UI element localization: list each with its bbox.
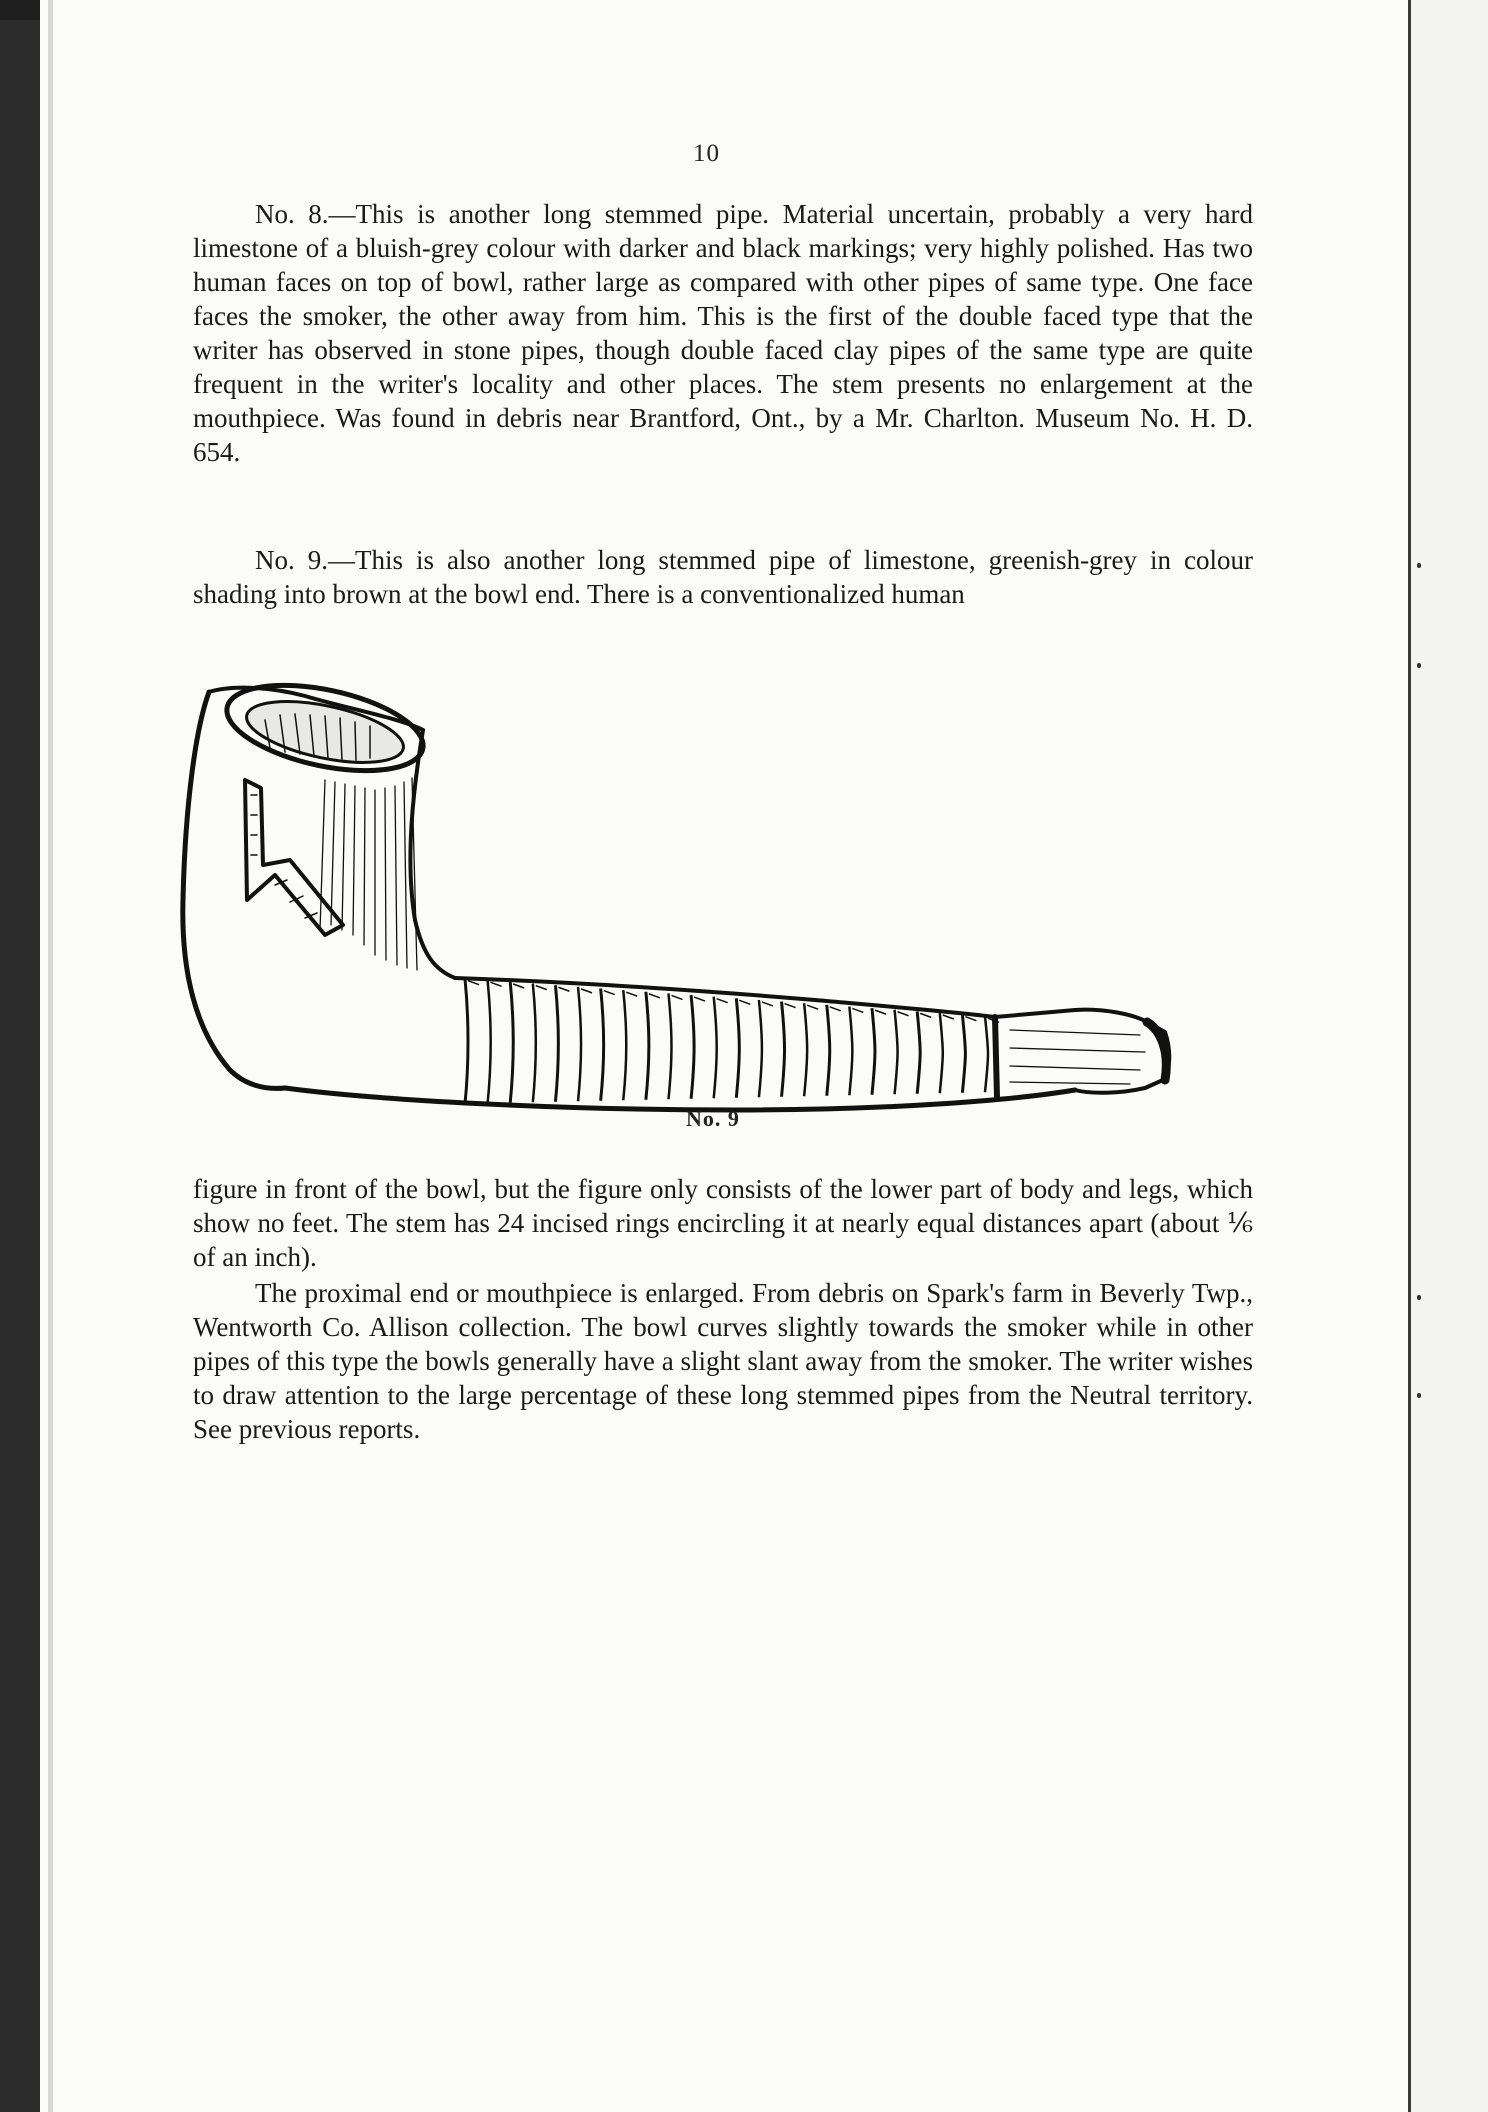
- stem-ring: [555, 985, 558, 1102]
- figure-caption: No. 9: [686, 1106, 740, 1131]
- stem-ring: [691, 995, 694, 1099]
- paragraph-text: figure in front of the bowl, but the figure only consists of the lower part of body and legs, which show no feet. The stem has 24 incised rings encircling it at nearly equal distances apart (about ⅙ of an inch).: [193, 1174, 1253, 1272]
- stem-ring: [759, 1000, 762, 1097]
- stem-hatching: [785, 1004, 796, 1008]
- stem-ring: [872, 1008, 875, 1095]
- stem-ring: [533, 984, 536, 1103]
- stem-ring: [782, 1002, 785, 1097]
- stem-hatching: [965, 1017, 976, 1021]
- stem-hatching: [649, 994, 660, 998]
- stem-hatching: [762, 1002, 773, 1006]
- scan-speck: [1417, 663, 1421, 668]
- stem-ring: [917, 1011, 920, 1093]
- stem-hatching: [717, 999, 728, 1003]
- stem-ring: [895, 1010, 898, 1094]
- scan-speck: [1417, 563, 1421, 568]
- stem-ring: [827, 1005, 830, 1096]
- stem-ring: [510, 982, 513, 1103]
- stem-ring: [623, 990, 626, 1100]
- stem-ring: [465, 979, 468, 1104]
- stem-hatching: [536, 986, 547, 990]
- paragraph-text: The proximal end or mouthpiece is enlarged. From debris on Spark's farm in Beverly Twp., Wentworth Co. Allison collection. The bowl curves slightly towards the smoker while in other pipes of this type the bowls generally have a slight slant away from the smoker. The writer wishes to draw attention to the large percentage of these long stemmed pipes from the Neutral territory. See previous reports.: [193, 1278, 1253, 1444]
- stem-hatching: [920, 1013, 931, 1017]
- paragraph-no-9-intro: [193, 543, 1253, 611]
- stem-hatching: [468, 981, 479, 985]
- stem-hatching: [491, 982, 502, 986]
- stem-ring: [940, 1013, 943, 1093]
- stem-hatching: [739, 1000, 750, 1004]
- stem-ring: [714, 997, 717, 1099]
- stem-hatching: [830, 1007, 841, 1011]
- stem-ring: [985, 1016, 988, 1092]
- stem-ring: [488, 980, 491, 1103]
- stem-hatching: [558, 987, 569, 991]
- stem-hatching: [898, 1012, 909, 1016]
- stem-ring: [646, 992, 649, 1100]
- stem-hatching: [671, 995, 682, 999]
- paragraph-no-8: [193, 197, 1253, 469]
- stem-ring: [601, 989, 604, 1101]
- scan-speck: [1417, 1393, 1421, 1398]
- stem-hatching: [694, 997, 705, 1001]
- paragraph-no-9-continued: [193, 1172, 1253, 1274]
- stem-hatching: [875, 1010, 886, 1014]
- paragraph-text: No. 9.—This is also another long stemmed pipe of limestone, greenish-grey in colour shading into brown at the bowl end. There is a conventionalized human: [193, 545, 1253, 609]
- stem-hatching: [513, 984, 524, 988]
- stem-ring: [962, 1015, 965, 1093]
- stem-hatching: [852, 1008, 863, 1012]
- stem-hatching: [581, 989, 592, 993]
- pipe-illustration-icon: [175, 670, 1275, 1130]
- stem-hatching: [807, 1005, 818, 1009]
- page-left-edge: [48, 0, 53, 2112]
- page-number: 10: [693, 140, 720, 167]
- paragraph-text: No. 8.—This is another long stemmed pipe. Material uncertain, probably a very hard limestone of a bluish-grey colour with darker and black markings; very highly polished. Has two human faces on top of bowl, rather large as compared with other pipes of same type. One face faces the smoker, the other away from him. This is the first of the double faced type that the writer has observed in stone pipes, though double faced clay pipes of the same type are quite frequent in the writer's locality and other places. The stem presents no enlargement at the mouthpiece. Was found in debris near Brantford, Ont., by a Mr. Charlton. Museum No. H. D. 654.: [193, 199, 1253, 467]
- stem-hatching: [943, 1015, 954, 1019]
- stem-ring: [668, 993, 671, 1099]
- stem-hatching: [604, 991, 615, 995]
- paragraph-no-9-provenance: [193, 1276, 1253, 1446]
- stem-ring: [736, 998, 739, 1097]
- stem-hatching: [626, 992, 637, 996]
- stem-ring: [804, 1003, 807, 1096]
- stem-ring: [849, 1006, 852, 1095]
- adjacent-page-edge: [1408, 0, 1488, 2112]
- scan-speck: [1417, 1295, 1421, 1300]
- stem-ring: [578, 987, 581, 1101]
